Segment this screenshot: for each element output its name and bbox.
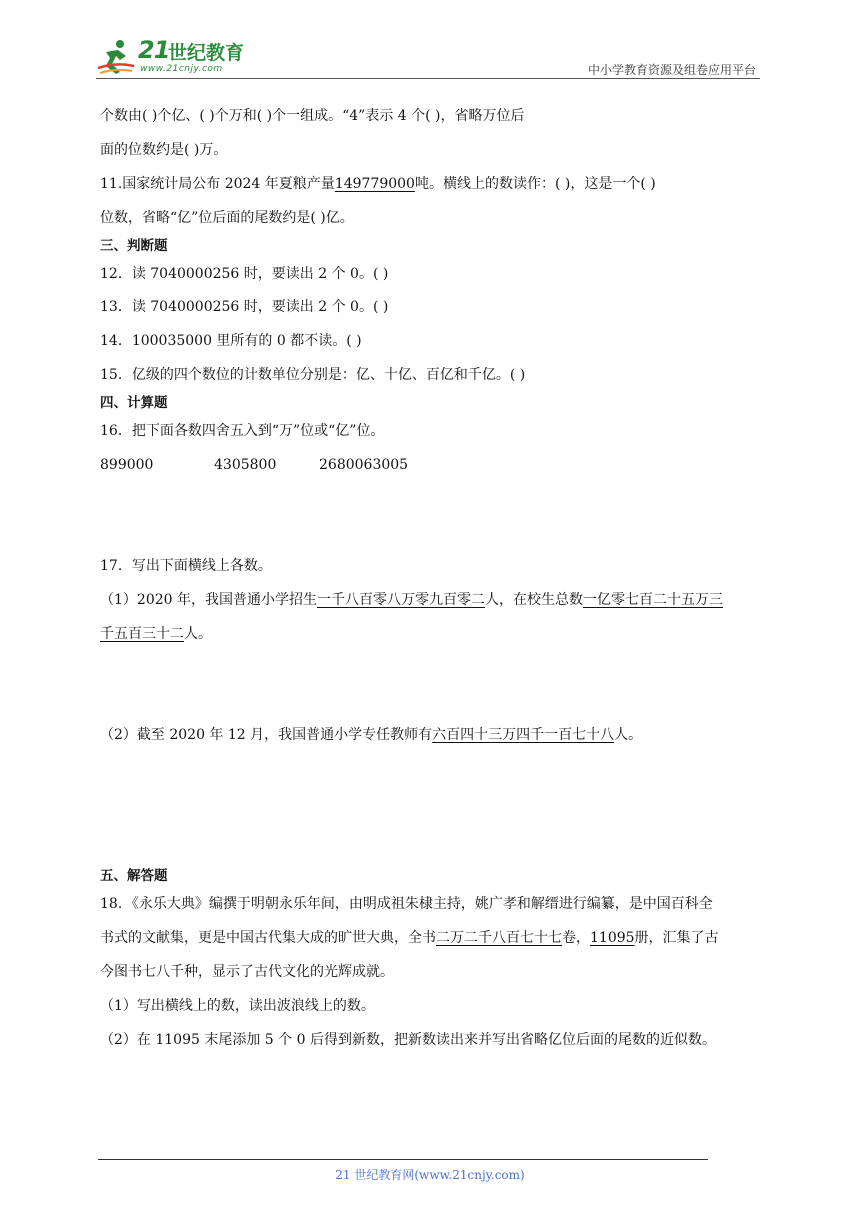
q11-underlined-number: 149779000: [334, 176, 415, 192]
q16-number-1: 899000: [100, 457, 154, 473]
q14-text: 14．100035000 里所有的 0 都不读。( ): [100, 333, 362, 349]
q17-p1-mid: 人，在校生总数: [485, 592, 583, 608]
q17-part2: [100, 726, 642, 744]
site-logo: [96, 36, 256, 78]
q11-prefix: 11.国家统计局公布 2024 年夏粮产量: [100, 176, 335, 192]
q10-line-2: 面的位数约是( )万。: [100, 142, 228, 158]
q13-text: 13．读 7040000256 时，要读出 2 个 0。( ): [100, 299, 389, 315]
q18-l2-mid: 卷，: [562, 930, 590, 946]
q17-p1-underlined-1: 一千八百零八万零九百零二: [317, 592, 485, 608]
footer-divider: [98, 1159, 708, 1160]
section-title-calculation: 四、计算题: [100, 395, 168, 411]
q17-p2-prefix: （2）截至 2020 年 12 月，我国普通小学专任教师有: [100, 727, 433, 743]
q17-p2-underlined: 六百四十三万四千一百七十八: [432, 727, 615, 743]
q18-l2-end: 册，汇集了古: [634, 930, 719, 946]
header-slogan: 中小学教育资源及组卷应用平台: [587, 63, 756, 77]
section-title-judgement: 三、判断题: [100, 238, 168, 254]
q17-part1-line1: [100, 591, 723, 609]
q18-underlined-books: 11095: [590, 930, 635, 946]
q17-p1-prefix: （1）2020 年，我国普通小学招生: [100, 592, 317, 608]
section-title-solution: 五、解答题: [100, 868, 168, 884]
q18-line-3: 今图书七八千种，显示了古代文化的光辉成就。: [100, 964, 394, 980]
q17-p1-underlined-2: 一亿零七百二十五万三: [583, 592, 723, 608]
q11-line-1: [100, 175, 656, 193]
q11-line-2: 位数，省略“亿”位后面的尾数约是( )亿。: [100, 210, 354, 226]
q17-p1-end: 人。: [184, 626, 212, 642]
q16-text: 16．把下面各数四舍五入到“万”位或“亿”位。: [100, 423, 385, 439]
q12-text: 12．读 7040000256 时，要读出 2 个 0。( ): [100, 266, 389, 282]
q17-text: 17．写出下面横线上各数。: [100, 558, 272, 574]
header-divider: [96, 78, 760, 79]
q18-underlined-volumes: 二万二千八百七十七: [436, 930, 562, 946]
logo-title: 世纪教育: [168, 42, 245, 64]
q18-line-2: [100, 929, 719, 947]
q18-sub-1: （1）写出横线上的数，读出波浪线上的数。: [100, 998, 375, 1014]
q15-text: 15．亿级的四个数位的计数单位分别是：亿、十亿、百亿和千亿。( ): [100, 367, 526, 383]
q16-number-2: 4305800: [214, 457, 277, 473]
q18-l2-prefix: 书式的文献集，更是中国古代集大成的旷世大典，全书: [100, 930, 436, 946]
logo-url: www.21cnjy.com: [140, 64, 223, 74]
q17-p2-end: 人。: [614, 727, 643, 743]
running-figure-icon: [96, 38, 136, 76]
q17-p1-underlined-3: 千五百三十二: [100, 626, 184, 642]
footer-link[interactable]: 21 世纪教育网(www.21cnjy.com): [335, 1168, 525, 1182]
q10-line-1: 个数由( )个亿、( )个万和( )个一组成。“4”表示 4 个( )，省略万位后: [100, 108, 525, 124]
q18-line-1: 18．《永乐大典》编撰于明朝永乐年间，由明成祖朱棣主持，姚广孝和解缙进行编纂，是中国百科全: [100, 896, 713, 912]
q16-number-3: 2680063005: [319, 457, 409, 473]
logo-number: 21: [138, 36, 170, 64]
q18-sub-2: （2）在 11095 末尾添加 5 个 0 后得到新数，把新数读出来并写出省略亿位后面的尾数的近似数。: [100, 1032, 716, 1048]
q11-suffix: 吨。横线上的数读作：( )，这是一个( ): [414, 176, 656, 192]
q17-part1-line2: [100, 625, 212, 643]
